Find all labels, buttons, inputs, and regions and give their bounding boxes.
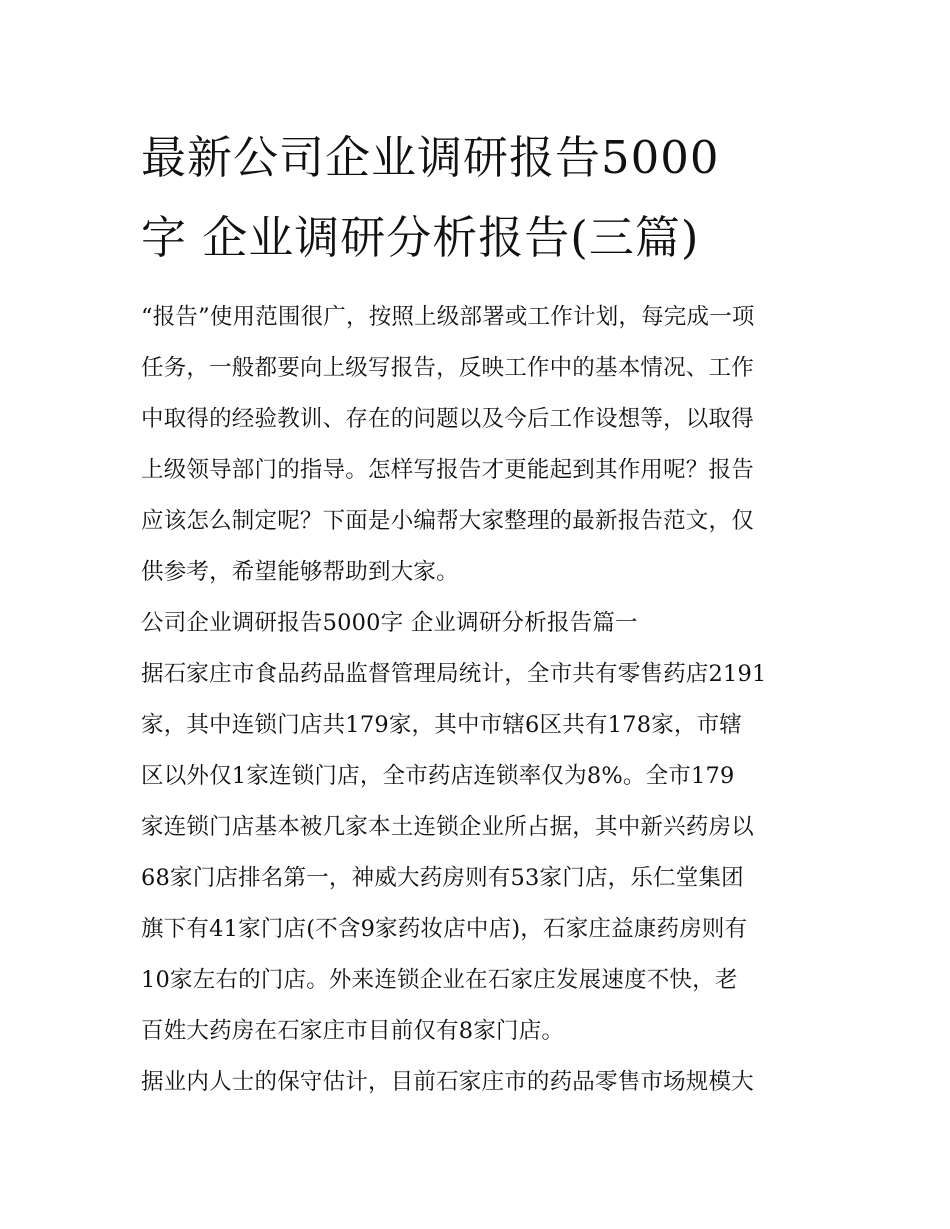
paragraph-line: 据石家庄市食品药品监督管理局统计，全市共有零售药店2191 xyxy=(141,661,767,687)
section-heading: 公司企业调研报告5000字 企业调研分析报告篇一 xyxy=(141,610,638,636)
body-paragraph-1 xyxy=(141,649,813,1057)
body-paragraph-2 xyxy=(141,1057,813,1108)
paragraph-line: 据业内人士的保守估计，目前石家庄市的药品零售市场规模大 xyxy=(141,1069,754,1095)
intro-line: 中取得的经验教训、存在的问题以及今后工作设想等，以取得 xyxy=(141,406,754,432)
paragraph-line: 百姓大药房在石家庄市目前仅有8家门店。 xyxy=(141,1018,565,1044)
paragraph-line: 家连锁门店基本被几家本土连锁企业所占据，其中新兴药房以 xyxy=(141,814,754,840)
section-block xyxy=(141,598,813,1108)
paragraph-line: 68家门店排名第一，神威大药房则有53家门店，乐仁堂集团 xyxy=(141,865,744,891)
paragraph-line: 10家左右的门店。外来连锁企业在石家庄发展速度不快，老 xyxy=(141,967,738,993)
paragraph-line: 旗下有41家门店(不含9家药妆店中店)，石家庄益康药房则有 xyxy=(141,916,748,942)
intro-line: 任务，一般都要向上级写报告，反映工作中的基本情况、工作 xyxy=(141,355,754,381)
paragraph-line: 区以外仅1家连锁门店，全市药店连锁率仅为8%。全市179 xyxy=(141,763,735,789)
title-line: 字 企业调研分析报告(三篇) xyxy=(141,211,700,264)
paragraph-line: 家，其中连锁门店共179家，其中市辖6区共有178家，市辖 xyxy=(141,712,743,738)
intro-line: 应该怎么制定呢？下面是小编帮大家整理的最新报告范文，仅 xyxy=(141,508,754,534)
intro-line: 上级领导部门的指导。怎样写报告才更能起到其作用呢？报告 xyxy=(141,457,754,483)
document-title xyxy=(141,118,813,278)
intro-line: “报告”使用范围很广，按照上级部署或工作计划，每完成一项 xyxy=(141,304,755,330)
intro-line: 供参考，希望能够帮助到大家。 xyxy=(141,559,459,585)
intro-paragraph xyxy=(141,292,813,598)
document-page xyxy=(141,118,813,1108)
title-line: 最新公司企业调研报告5000 xyxy=(141,131,720,184)
